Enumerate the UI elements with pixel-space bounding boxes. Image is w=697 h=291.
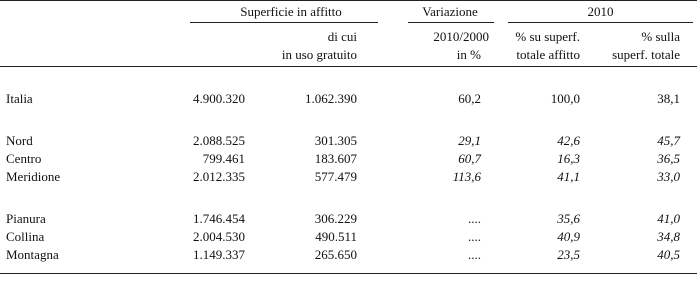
rule-2010 (508, 22, 693, 23)
cell-variazione: 29,1 (458, 133, 481, 148)
cell-variazione: 60,2 (458, 91, 481, 106)
subheader-tot1: % sulla (641, 29, 680, 44)
cell-pct-affitto: 35,6 (557, 211, 580, 226)
rule-superficie (190, 22, 378, 23)
cell-superficie: 1.746.454 (193, 211, 245, 226)
cell-superficie: 4.900.320 (193, 91, 245, 106)
cell-gratuito: 301.305 (314, 133, 357, 148)
cell-pct-affitto: 42,6 (557, 133, 580, 148)
cell-gratuito: 1.062.390 (305, 91, 357, 106)
cell-pct-totale: 45,7 (657, 133, 680, 148)
header-variazione: Variazione (422, 4, 478, 19)
cell-variazione: .... (468, 229, 481, 244)
header-2010: 2010 (587, 4, 614, 19)
cell-pct-totale: 38,1 (657, 91, 680, 106)
cell-pct-affitto: 41,1 (557, 169, 580, 184)
cell-pct-affitto: 100,0 (550, 91, 580, 106)
cell-gratuito: 577.479 (314, 169, 357, 184)
row-label: Montagna (6, 247, 59, 262)
rule-variazione (408, 22, 494, 23)
cell-variazione: 60,7 (458, 151, 481, 166)
cell-superficie: 2.004.530 (193, 229, 245, 244)
cell-variazione: .... (468, 247, 481, 262)
subheader-tot2: superf. totale (612, 47, 680, 62)
subheader-var2: in % (456, 47, 481, 62)
cell-variazione: 113,6 (452, 169, 481, 184)
cell-gratuito: 490.511 (315, 229, 357, 244)
row-label: Italia (6, 91, 33, 106)
subheader-sup2: totale affitto (516, 47, 580, 62)
row-label: Collina (6, 229, 45, 244)
cell-pct-totale: 40,5 (657, 247, 680, 262)
header-superficie: Superficie in affitto (240, 4, 342, 19)
cell-pct-affitto: 23,5 (557, 247, 580, 262)
subheader-var1: 2010/2000 (433, 29, 489, 44)
cell-pct-totale: 34,8 (657, 229, 680, 244)
subheader-sup1: % su superf. (515, 29, 580, 44)
cell-pct-totale: 33,0 (657, 169, 680, 184)
cell-pct-affitto: 40,9 (557, 229, 580, 244)
cell-gratuito: 265.650 (314, 247, 357, 262)
subheader-gratuito: in uso gratuito (281, 47, 357, 62)
top-rule (0, 0, 697, 1)
cell-superficie: 1.149.337 (193, 247, 245, 262)
subheader-dicui: di cui (327, 29, 357, 44)
cell-gratuito: 183.607 (314, 151, 357, 166)
bottom-rule (0, 273, 697, 274)
cell-gratuito: 306.229 (314, 211, 357, 226)
header-bottom-rule (0, 66, 697, 67)
cell-variazione: .... (468, 211, 481, 226)
cell-superficie: 2.088.525 (193, 133, 245, 148)
cell-pct-totale: 36,5 (657, 151, 680, 166)
row-label: Pianura (6, 211, 46, 226)
cell-superficie: 2.012.335 (193, 169, 245, 184)
cell-superficie: 799.461 (202, 151, 245, 166)
row-label: Nord (6, 133, 33, 148)
row-label: Meridione (6, 169, 61, 184)
cell-pct-totale: 41,0 (657, 211, 680, 226)
cell-pct-affitto: 16,3 (557, 151, 580, 166)
row-label: Centro (6, 151, 42, 166)
